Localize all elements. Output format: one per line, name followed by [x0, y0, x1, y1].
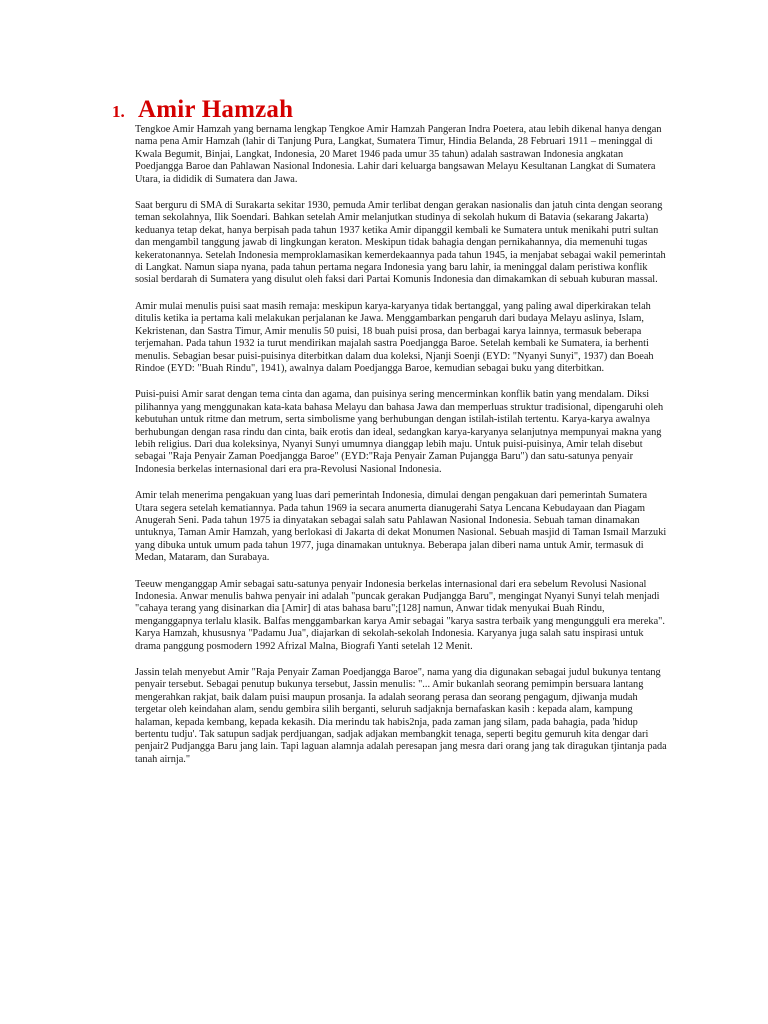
heading-number: 1.: [112, 102, 125, 121]
paragraph-writing: Amir mulai menulis puisi saat masih remaja: meskipun karya-karyanya tidak bertanggal, yang paling awal diperkirakan telah ditulis ketika ia pertama kali melakukan perjalanan ke Jawa. Menggambarkan pengaruh dari budaya Melayu aslinya, Islam, Kekristenan, dan Sastra Timur, Amir menulis 50 puisi, 18 buah puisi prosa, dan berbagai karya lainnya, termasuk beberapa terjemahan. Pada tahun 1932 ia turut mendirikan majalah sastra Poedjangga Baroe. Setelah kembali ke Sumatera, ia berhenti menulis. Sebagian besar puisi-puisinya diterbitkan dalam dua koleksi, Njanji Soenji (EYD: "Nyanyi Sunyi", 1937) dan Boeah Rindoe (EYD: "Buah Rindu", 1941), awalnya dalam Poedjangga Baroe, kemudian sebagai buku yang diterbitkan.: [135, 300, 654, 374]
paragraph-themes: Puisi-puisi Amir sarat dengan tema cinta dan agama, dan puisinya sering mencerminkan konflik batin yang mendalam. Diksi pilihannya yang menggunakan kata-kata bahasa Melayu dan bahasa Jawa dan memperluas struktur tradisional, dipengaruhi oleh kebutuhan untuk ritme dan metrum, serta simbolisme yang berhubungan dengan istilah-istilah tertentu. Karya-karya awalnya berhubungan dengan rasa rindu dan cinta, baik erotis dan ideal, sedangkan karya-karyanya selanjutnya mempunyai makna yang lebih religius. Dari dua koleksinya, Nyanyi Sunyi umumnya dianggap lebih maju. Untuk puisi-puisinya, Amir telah disebut sebagai "Raja Penyair Zaman Poedjangga Baroe" (EYD:"Raja Penyair Zaman Pujangga Baru") dan satu-satunya penyair Indonesia berkelas internasional dari era pra-Revolusi Nasional Indonesia.: [135, 389, 664, 475]
paragraph-jassin: Jassin telah menyebut Amir "Raja Penyair Zaman Poedjangga Baroe", nama yang dia digunakan sebagai judul bukunya tentang penyair tersebut. Sebagai penutup bukunya tersebut, Jassin menulis: "... Amir bukanlah seorang pemimpin bersuara lantang mengerahkan rakjat, baik dalam puisi maupun prosanja. Ia adalah seorang perasa dan seorang pengagum, djiwanja mudah tergetar oleh keindahan alam, sendu gembira silih berganti, seluruh sadjaknja bernafaskan kasih : kepada alam, kampung halaman, kepada kembang, kepada kekasih. Dia merindu tak habis2nja, pada zaman jang silam, pada bahagia, pada 'hidup bertentu tudju'. Tak satupun sadjak perdjuangan, sadjak adjakan membangkit tenaga, seperti begitu gemuruh kita dengar dari penjair2 Pudjangga Baru jang lain. Tapi laguan alamnja adalah peresapan jang mesra dari orang jang tak diragukan tjintanja pada tanah airnja.": [135, 667, 667, 765]
paragraph-biography: Tengkoe Amir Hamzah yang bernama lengkap Tengkoe Amir Hamzah Pangeran Indra Poetera, atau lebih dikenal hanya dengan nama pena Amir Hamzah (lahir di Tanjung Pura, Langkat, Sumatera Timur, Hindia Belanda, 28 Februari 1911 – meninggal di Kwala Begumit, Binjai, Langkat, Indonesia, 20 Maret 1946 pada umur 35 tahun) adalah sastrawan Indonesia angkatan Poedjangga Baroe dan Pahlawan Nasional Indonesia. Lahir dari keluarga bangsawan Melayu Kesultanan Langkat di Sumatera Utara, ia dididik di Sumatera dan Jawa.: [135, 124, 662, 185]
article-body: [135, 124, 671, 780]
paragraph-recognition: Amir telah menerima pengakuan yang luas dari pemerintah Indonesia, dimulai dengan pengakuan dari pemerintah Sumatera Utara segera setelah kematiannya. Pada tahun 1969 ia secara anumerta dianugerahi Satya Lencana Kebudayaan dan Piagam Anugerah Seni. Pada tahun 1975 ia dinyatakan sebagai salah satu Pahlawan Nasional Indonesia. Sebuah taman dinamakan untuknya, Taman Amir Hamzah, yang berlokasi di Jakarta di dekat Monumen Nasional. Sebuah masjid di Taman Ismail Marzuki yang dibuka untuk umum pada tahun 1977, juga dinamakan untuknya. Beberapa jalan diberi nama untuk Amir, termasuk di Medan, Mataram, dan Surabaya.: [135, 490, 667, 564]
paragraph-legacy: Teeuw menganggap Amir sebagai satu-satunya penyair Indonesia berkelas internasional dari era sebelum Revolusi Nasional Indonesia. Anwar menulis bahwa penyair ini adalah "puncak gerakan Pudjangga Baru", mengingat Nyanyi Sunyi telah menjadi "cahaya terang yang disinarkan dia [Amir] di atas bahasa baru";[128] namun, Anwar tidak menyukai Buah Rindu, menganggapnya terlalu klasik. Balfas menggambarkan karya Amir sebagai "karya sastra terbaik yang mengungguli era mereka". Karya Hamzah, khususnya "Padamu Jua", diajarkan di sekolah-sekolah Indonesia. Karyanya juga salah satu inspirasi untuk drama panggung posmodern 1992 Afrizal Malna, Biografi Yanti setelah 12 Menit.: [135, 578, 665, 652]
paragraph-education: Saat berguru di SMA di Surakarta sekitar 1930, pemuda Amir terlibat dengan gerakan nasionalis dan jatuh cinta dengan seorang teman sekolahnya, Ilik Soendari. Bahkan setelah Amir melanjutkan studinya di sekolah hukum di Batavia (sekarang Jakarta) keduanya tetap dekat, hanya berpisah pada tahun 1937 ketika Amir dipanggil kembali ke Sumatera untuk menikahi putri sultan dan mengambil tanggung jawab di lingkungan keraton. Meskipun tidak bahagia dengan pernikahannya, dia memenuhi tugas kekeratonannya. Setelah Indonesia memproklamasikan kemerdekaannya pada tahun 1945, ia menjabat sebagai wakil pemerintah di Langkat. Namun siapa nyana, pada tahun pertama negara Indonesia yang baru lahir, ia meninggal dalam peristiwa konflik sosial berdarah di Sumatera yang disulut oleh faksi dari Partai Komunis Indonesia dan dimakamkan di sebuah kuburan massal.: [135, 200, 666, 286]
section-heading: [112, 96, 293, 124]
heading-title: Amir Hamzah: [138, 96, 294, 123]
